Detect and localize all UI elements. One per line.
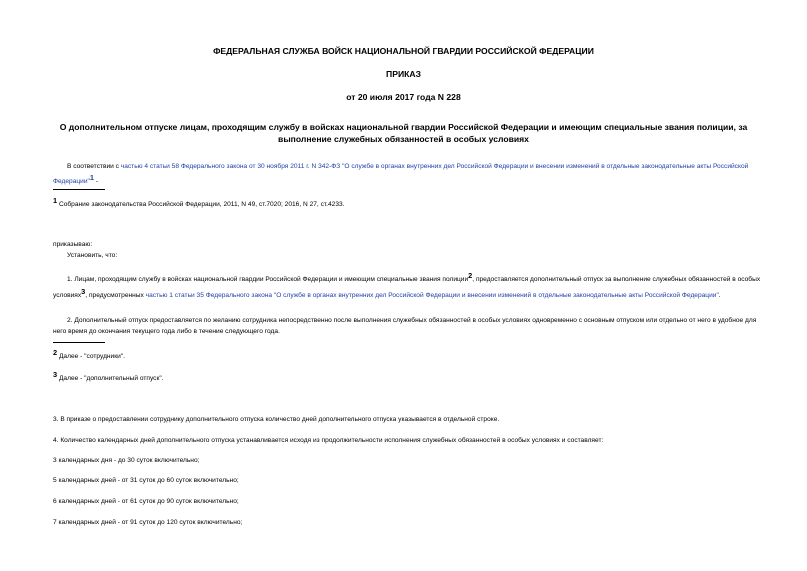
item-3-paragraph: 3. В приказе о предоставлении сотруднику дополнительного отпуска количество дней дополнительного отпуска указывается в отдельной строке.	[53, 416, 500, 423]
preamble-after: -	[94, 177, 99, 185]
footnote-divider-1	[53, 189, 105, 190]
order-word: приказываю:	[53, 241, 93, 248]
footnote-2	[53, 348, 125, 362]
item-4-paragraph: 4. Количество календарных дней дополнительного отпуска устанавливается исходя из продолжительности исполнения служебных обязанностей в особых условиях и составляет:	[53, 437, 604, 444]
law-link-1[interactable]: частью 4 статьи 58 Федерального закона от 30 ноября 2011 г. N 342-ФЗ "О службе в органах внутренних дел Российской Федерации и внесении изменений в отдельные законодательные акты Российской Федерации"	[53, 163, 749, 185]
footnote-ref-2[interactable]: 2	[468, 271, 473, 280]
establish-text: Установить, что:	[67, 252, 118, 259]
list-item: 7 календарных дней - от 91 суток до 120 суток включительно;	[53, 519, 243, 526]
item-1-end: .	[718, 292, 721, 300]
footnote-mark-1: 1	[53, 196, 58, 205]
footnote-1	[53, 196, 345, 210]
footnote-3-text: Далее - "дополнительный отпуск".	[58, 375, 164, 383]
footnote-2-text: Далее - "сотрудники".	[58, 353, 125, 361]
footnote-mark-3: 3	[53, 370, 58, 379]
document-type: ПРИКАЗ	[386, 69, 421, 79]
preamble-lead: В соответствии с	[67, 163, 121, 170]
item-1-b: , предоставляется дополнительный отпуск за выполнение служебных обязанностей в особых условиях	[53, 276, 761, 300]
document-date-number: от 20 июля 2017 года N 228	[346, 92, 461, 102]
footnote-ref-1[interactable]: 1	[89, 172, 94, 182]
item-1-c: , предусмотренных	[85, 292, 146, 300]
footnote-divider-2	[53, 342, 105, 343]
footnote-ref-3[interactable]: 3	[81, 287, 86, 297]
list-item: 6 календарных дней - от 61 суток до 90 суток включительно;	[53, 498, 239, 505]
list-item: 5 календарных дней - от 31 суток до 60 суток включительно;	[53, 477, 239, 484]
law-link-2[interactable]: частью 1 статьи 35 Федерального закона "О службе в органах внутренних дел Российской Федерации и внесении изменений в отдельные законодательные акты Российской Федерации"	[145, 292, 719, 300]
footnote-1-text: Собрание законодательства Российской Федерации, 2011, N 49, ст.7020; 2016, N 27, ст.4233.	[58, 201, 345, 209]
document-title: О дополнительном отпуске лицам, проходящим службу в войсках национальной гвардии Российской Федерации и имеющим специальные звания полиции, за выполнение служебных обязанностей в особых условиях	[59, 122, 748, 144]
list-item: 3 календарных дня - до 30 суток включительно;	[53, 457, 200, 464]
item-1-paragraph	[53, 270, 769, 302]
footnote-mark-2: 2	[53, 348, 58, 357]
item-1-a: 1. Лицам, проходящим службу в войсках национальной гвардии Российской Федерации и имеющим специальные звания полиции	[67, 276, 469, 284]
agency-heading: ФЕДЕРАЛЬНАЯ СЛУЖБА ВОЙСК НАЦИОНАЛЬНОЙ ГВАРДИИ РОССИЙСКОЙ ФЕДЕРАЦИИ	[213, 46, 594, 56]
item-2-paragraph: 2. Дополнительный отпуск предоставляется по желанию сотрудника непосредственно после выполнения служебных обязанностей в особых условиях одновременно с основным отпуском или отдельно от него в удобное для него время до окончания текущего года либо в течение следующего года.	[53, 317, 757, 335]
preamble-paragraph	[53, 162, 769, 187]
footnote-3	[53, 370, 164, 384]
